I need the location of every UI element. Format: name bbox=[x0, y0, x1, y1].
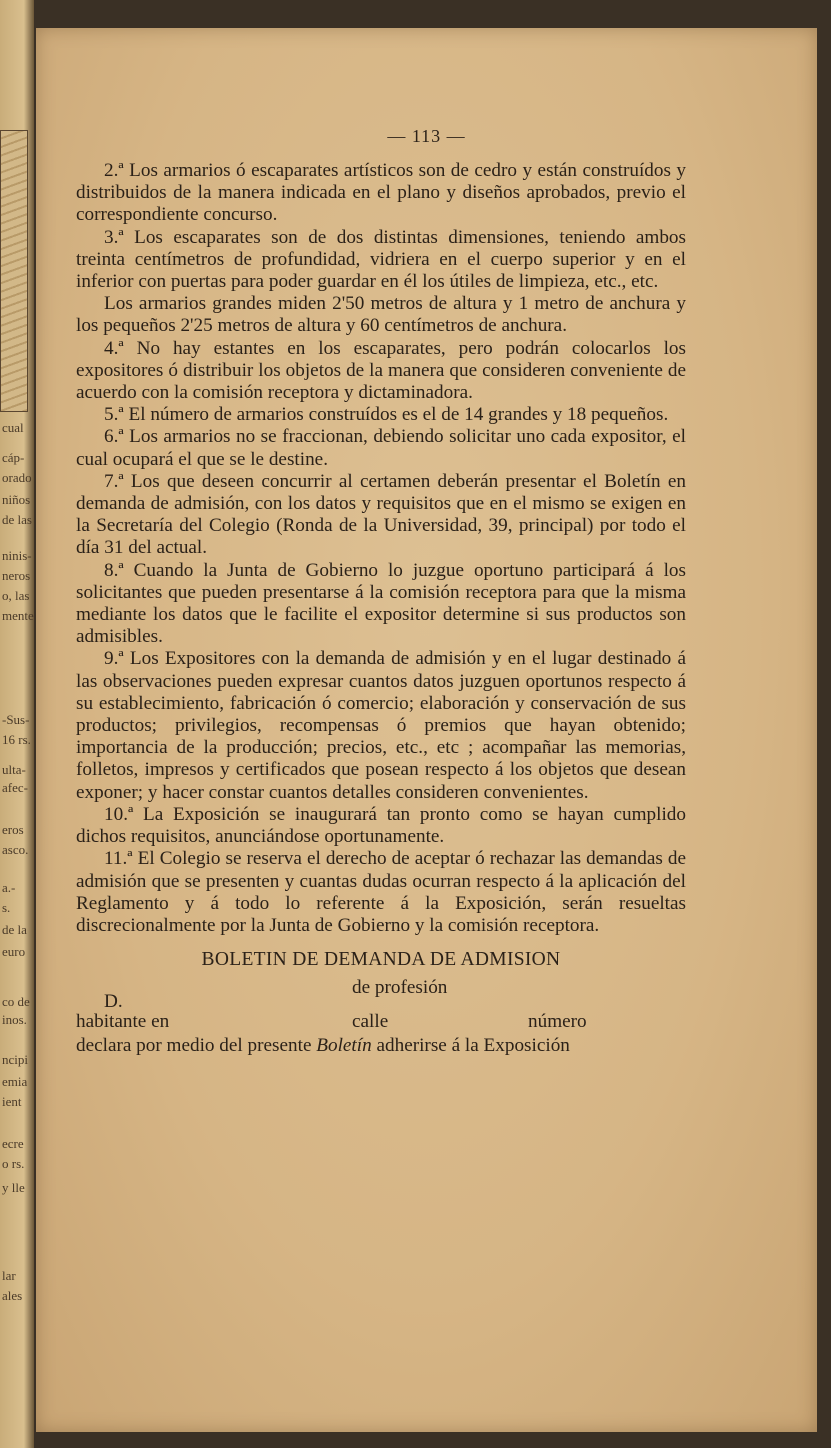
article-paragraph: 10.ª La Exposición se inaugurará tan pronto como se hayan cumplido dichos requisitos, anunciándose oportunamente. bbox=[76, 803, 686, 848]
form-d-label: D. bbox=[104, 991, 123, 1013]
form-street-label: calle bbox=[352, 1011, 389, 1033]
margin-fragment: de las bbox=[2, 512, 32, 527]
margin-fragment: niños bbox=[2, 492, 31, 507]
article-paragraph: 6.ª Los armarios no se fraccionan, debiendo solicitar uno cada expositor, el cual ocupará el que se le destine. bbox=[76, 426, 686, 470]
margin-fragment: euro bbox=[2, 944, 26, 959]
margin-fragment: inos. bbox=[2, 1012, 27, 1027]
margin-fragment: co de bbox=[2, 994, 30, 1009]
margin-fragment: de la bbox=[2, 922, 27, 937]
article-paragraph: 9.ª Los Expositores con la demanda de admisión y en el lugar destinado á las observaciones pueden expresar cuantos datos juzguen oportunos respecto á su establecimiento, fabricación ó comercio; elaboración y conservación de sus productos; privilegios, recompensas ó premios que hayan obtenido; importancia de la producción; precios, etc., etc ; acompañar las memorias, folletos, impresos y certificados que posean respecto á los objetos que desean exponer; y hacer constar cuantos detalles consideren convenientes. bbox=[76, 648, 686, 803]
admission-form bbox=[76, 977, 686, 1057]
margin-fragment: afec- bbox=[2, 780, 28, 795]
form-profession-label: de profesión bbox=[352, 977, 448, 999]
adjacent-page-strip bbox=[0, 0, 34, 1448]
article-paragraph: 5.ª El número de armarios construídos es el de 14 grandes y 18 pequeños. bbox=[104, 404, 669, 426]
margin-fragment: s. bbox=[2, 900, 11, 915]
article-paragraph: 8.ª Cuando la Junta de Gobierno lo juzgue oportuno participará á los solicitantes que pueden presentarse á la comisión receptora para que la misma mediante los datos que le facilite el expositor determine si sus productos son admisibles. bbox=[76, 559, 686, 648]
margin-fragment: neros bbox=[2, 568, 31, 583]
margin-fragment: ecre bbox=[2, 1136, 24, 1151]
regulation-articles bbox=[76, 160, 686, 937]
margin-fragment: cual bbox=[2, 420, 24, 435]
form-number-label: número bbox=[528, 1011, 587, 1033]
margin-fragment: orado bbox=[2, 470, 32, 485]
margin-fragment: a.- bbox=[2, 880, 16, 895]
margin-fragment: ncipi bbox=[2, 1052, 28, 1067]
form-resident-label: habitante en bbox=[76, 1011, 170, 1033]
margin-fragment: ient bbox=[2, 1094, 22, 1109]
margin-fragment: 16 rs. bbox=[2, 732, 31, 747]
page-body bbox=[76, 160, 686, 1057]
margin-fragment: o rs. bbox=[2, 1156, 25, 1171]
margin-fragment: cáp- bbox=[2, 450, 25, 465]
margin-fragment: y lle bbox=[2, 1180, 25, 1195]
margin-fragment: lar bbox=[2, 1268, 16, 1283]
book-page bbox=[36, 28, 817, 1432]
margin-fragment: ales bbox=[2, 1288, 23, 1303]
article-paragraph: 4.ª No hay estantes en los escaparates, pero podrán colocarlos los expositores ó distribuir los objetos de la manera que consideren conveniente de acuerdo con la comisión receptora y dictaminadora. bbox=[76, 337, 686, 404]
article-paragraph: 7.ª Los que deseen concurrir al certamen deberán presentar el Boletín en demanda de admisión, con los datos y requisitos que en el mismo se exigen en la Secretaría del Colegio (Ronda de la Universidad, 39, principal) por todo el día 31 del actual. bbox=[76, 470, 686, 559]
article-paragraph: Los armarios grandes miden 2'50 metros de altura y 1 metro de anchura y los pequeños 2'25 metros de altura y 60 centímetros de anchura. bbox=[76, 293, 686, 337]
margin-fragment: eros bbox=[2, 822, 24, 837]
article-paragraph: 2.ª Los armarios ó escaparates artísticos son de cedro y están construídos y distribuidos de la manera indicada en el plano y diseños aprobados, previo el correspondiente concurso. bbox=[76, 160, 686, 226]
margin-fragment: ninis- bbox=[2, 548, 32, 563]
margin-fragment: -Sus- bbox=[2, 712, 30, 727]
margin-fragment: asco. bbox=[2, 842, 29, 857]
margin-fragment: ulta- bbox=[2, 762, 26, 777]
article-paragraph: 3.ª Los escaparates son de dos distintas dimensiones, teniendo ambos treinta centímetros de profundidad, vidriera en el cuerpo superior y en el inferior con puertas para poder guardar en él los útiles de limpieza, etc., etc. bbox=[76, 226, 686, 293]
form-declaration: declara por medio del presente Boletín adherirse á la Exposición bbox=[76, 1035, 570, 1057]
engraving-fragment bbox=[0, 130, 28, 412]
page-number: — 113 — bbox=[387, 126, 466, 146]
article-paragraph: 11.ª El Colegio se reserva el derecho de aceptar ó rechazar las demandas de admisión que se presenten y cuantas dudas ocurran respecto á la aplicación del Reglamento y á todo lo referente á la Exposición, serán resueltas discrecionalmente por la Junta de Gobierno y la comisión receptora. bbox=[76, 848, 686, 936]
margin-fragment: o, las bbox=[2, 588, 30, 603]
margin-fragment: emia bbox=[2, 1074, 28, 1089]
margin-fragment: mente bbox=[2, 608, 34, 623]
form-heading: BOLETIN DE DEMANDA DE ADMISION bbox=[201, 949, 561, 971]
